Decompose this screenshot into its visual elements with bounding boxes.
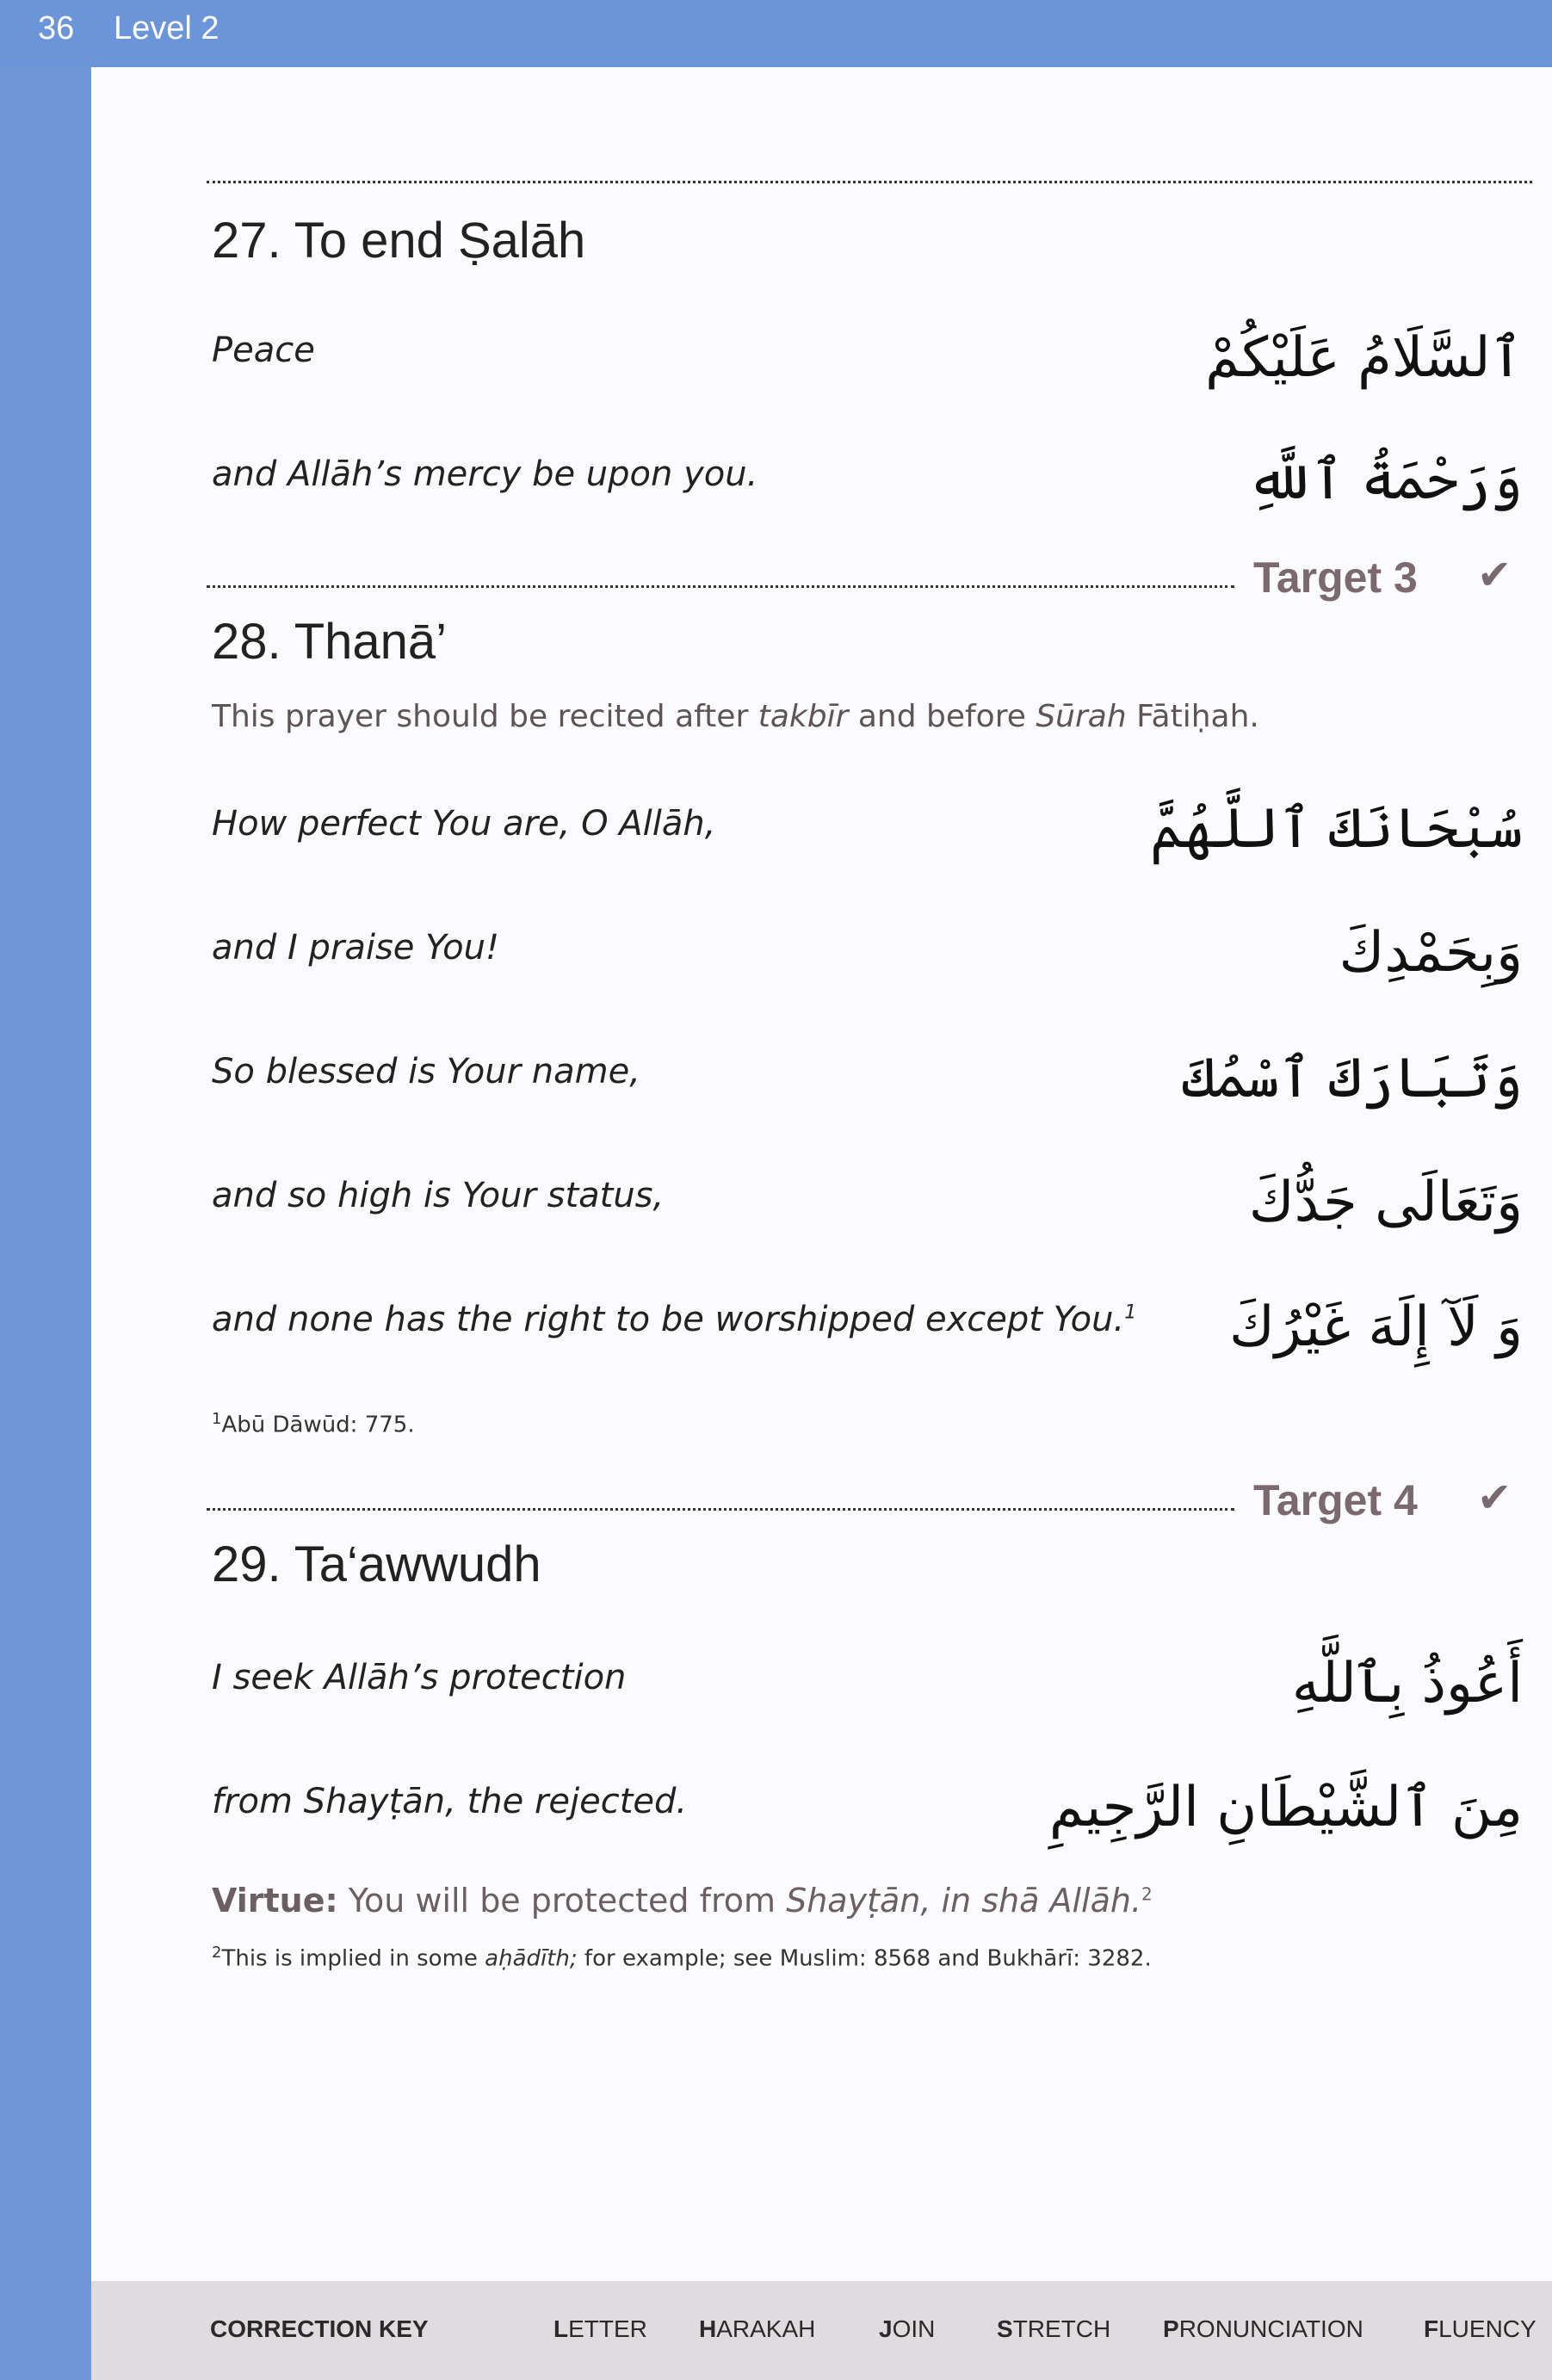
- checkmark-icon: ✔: [1477, 1475, 1512, 1521]
- translation-line: and I praise You!: [212, 928, 500, 967]
- section-note: This prayer should be recited after takbīr and before Sūrah Fātiḥah.: [212, 699, 1259, 734]
- key-fluency: FLUENCY: [1424, 2315, 1537, 2342]
- page-number: 36: [38, 10, 75, 46]
- key-stretch: STRETCH: [997, 2315, 1111, 2342]
- section-title-27: 27. To end Ṣalāh: [212, 213, 586, 269]
- correction-key-footer: [91, 2281, 1552, 2380]
- section-title-29: 29. Ta‘awwudh: [212, 1536, 541, 1592]
- top-bar: [0, 0, 1552, 67]
- key-harakah: HARAKAH: [699, 2315, 816, 2342]
- checkmark-icon: ✔: [1477, 553, 1512, 598]
- footnote: $^1$Abū Dāwūd: 775.: [212, 1410, 415, 1438]
- divider: [207, 1508, 1234, 1511]
- arabic-line: وَرَحْمَةُ ٱللَّهِ: [1246, 448, 1523, 512]
- correction-key-label: CORRECTION KEY: [210, 2315, 429, 2342]
- level-label: Level 2: [114, 10, 220, 46]
- virtue-note: Virtue: You will be protected from Shayṭān, in shā Allāh.$^2$: [212, 1882, 1153, 1919]
- translation-line: Peace: [212, 331, 315, 370]
- arabic-line: ٱلسَّلَامُ عَلَيْكُمْ: [1205, 326, 1523, 390]
- footnote: $^2$This is implied in some aḥādīth; for example; see Muslim: 8568 and Bukhārī: 3282.: [212, 1944, 1152, 1972]
- target-label: Target 4: [1253, 1476, 1418, 1524]
- translation-line: I seek Allāh’s protection: [212, 1658, 627, 1697]
- divider: [207, 585, 1234, 588]
- target-label: Target 3: [1253, 553, 1418, 602]
- arabic-line: وَ لَآ إِلَهَ غَيْرُكَ: [1229, 1295, 1523, 1359]
- translation-line: and so high is Your status,: [212, 1176, 665, 1215]
- arabic-line: سُبْحَانَكَ ٱللَّهُمَّ: [1150, 797, 1523, 861]
- arabic-line: وَتَعَالَى جَدُّكَ: [1248, 1171, 1523, 1234]
- key-pronunciation: PRONUNCIATION: [1163, 2315, 1363, 2342]
- section-title-28: 28. Thanā’: [212, 614, 448, 670]
- key-letter: LETTER: [553, 2315, 647, 2342]
- key-join: JOIN: [879, 2315, 936, 2342]
- arabic-line: أَعُوذُ بِٱللَّهِ: [1291, 1652, 1523, 1715]
- translation-line: and none has the right to be worshipped except You.$^1$: [212, 1300, 1137, 1339]
- translation-line: from Shayṭān, the rejected.: [212, 1782, 688, 1821]
- translation-line: and Allāh’s mercy be upon you.: [212, 454, 758, 494]
- left-margin-bar: [0, 67, 91, 2380]
- translation-line: So blessed is Your name,: [212, 1052, 640, 1091]
- arabic-line: وَتَبَارَكَ ٱسْمُكَ: [1182, 1047, 1523, 1110]
- divider: [207, 181, 1532, 183]
- translation-line: How perfect You are, O Allāh,: [212, 804, 716, 844]
- arabic-line: وَبِحَمْدِكَ: [1339, 921, 1523, 985]
- arabic-line: مِنَ ٱلشَّيْطَانِ الرَّجِيمِ: [1048, 1776, 1523, 1839]
